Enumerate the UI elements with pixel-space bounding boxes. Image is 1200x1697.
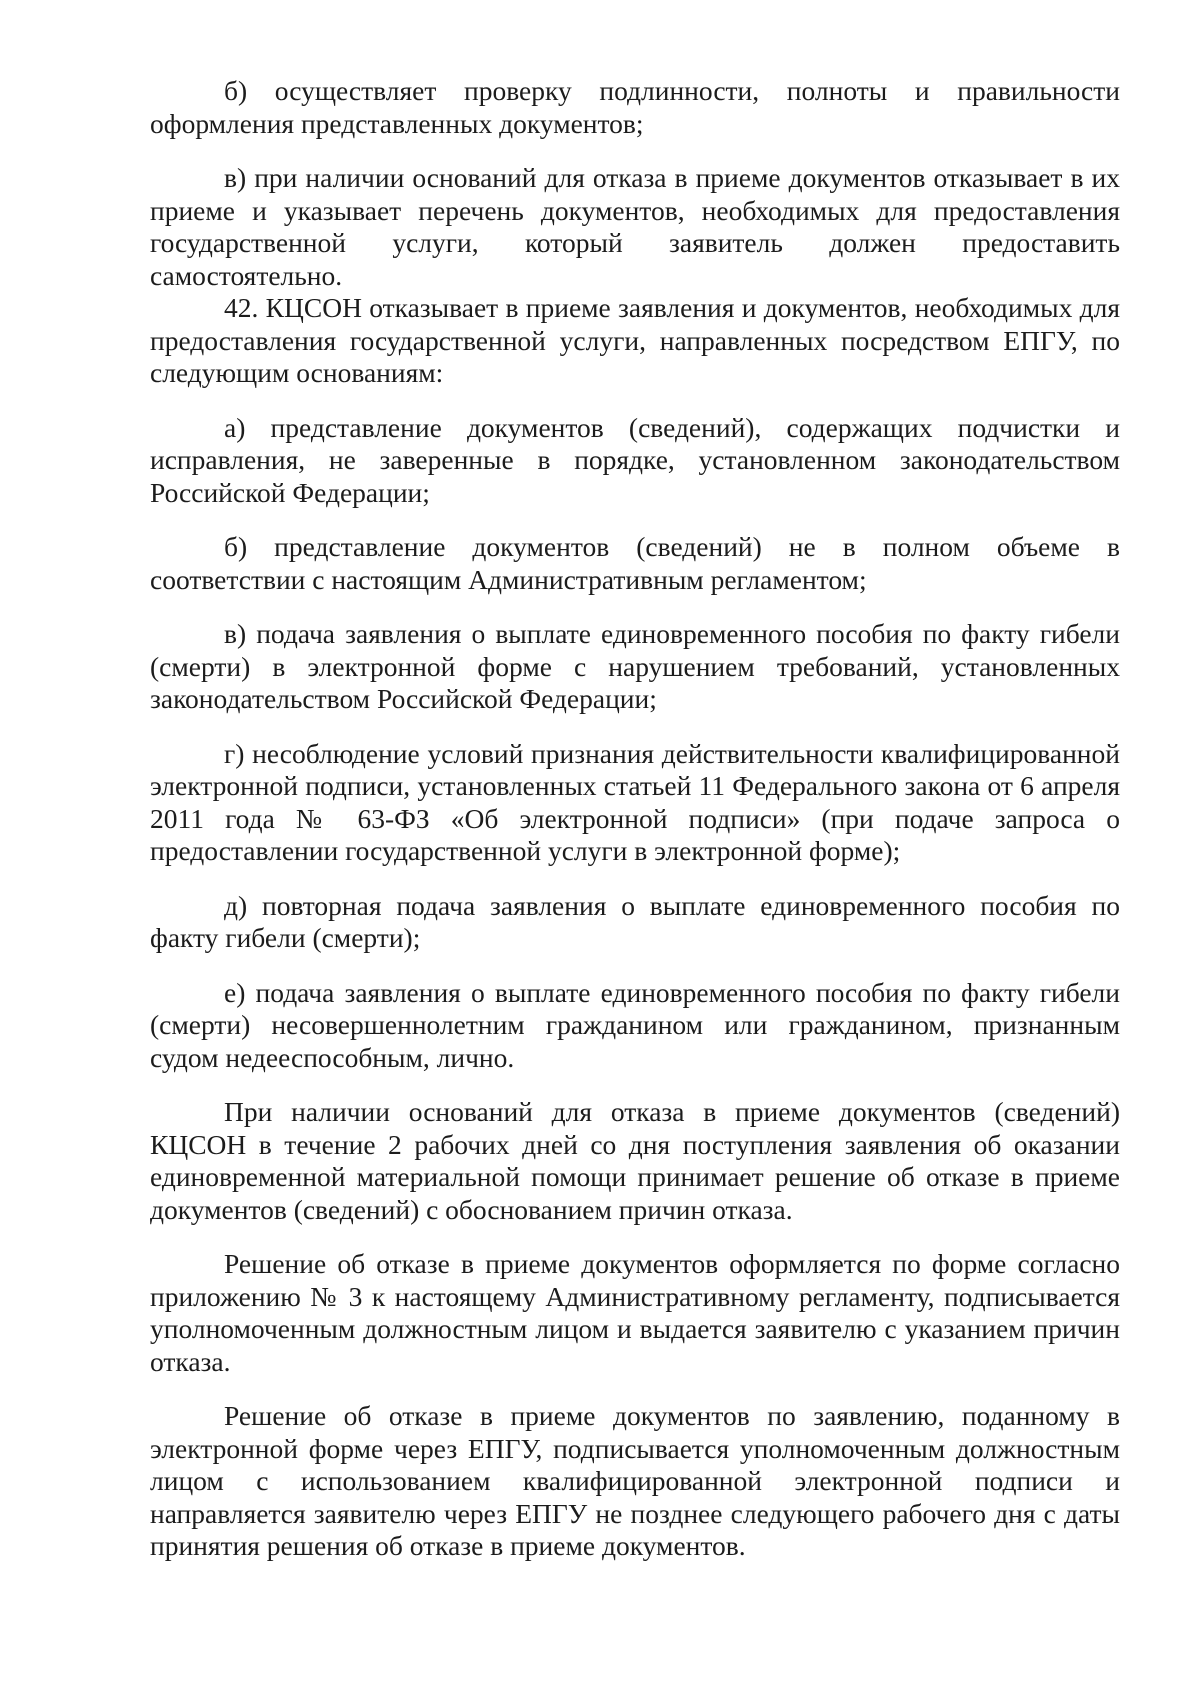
paragraph-reason-b: б) представление документов (сведений) не в полном объеме в соответствии с настоящим Административным регламентом; (150, 531, 1120, 595)
paragraph-refusal-form: Решение об отказе в приеме документов оформляется по форме согласно приложению № 3 к настоящему Административному регламенту, подписывается уполномоченным должностным лицом и выдается заявителю с указанием причин отказа. (150, 1248, 1120, 1377)
document-body (150, 75, 1120, 1563)
paragraph-reason-d: д) повторная подача заявления о выплате единовременного пособия по факту гибели (смерти); (150, 889, 1120, 953)
paragraph-reason-g: г) несоблюдение условий признания действительности квалифицированной электронной подписи, установленных статьей 11 Федерального закона от 6 апреля 2011 года № 63-ФЗ «Об электронной подписи» (при подаче запроса о предоставлении государственной услуги в электронной форме); (150, 737, 1120, 866)
paragraph-reason-e: е) подача заявления о выплате единовременного пособия по факту гибели (смерти) несовершеннолетним гражданином или гражданином, признанным судом недееспособным, лично. (150, 976, 1120, 1073)
paragraph-reason-v: в) подача заявления о выплате единовременного пособия по факту гибели (смерти) в электронной форме с нарушением требований, установленных законодательством Российской Федерации; (150, 618, 1120, 714)
paragraph-reason-a: а) представление документов (сведений), содержащих подчистки и исправления, не заверенные в порядке, установленном законодательством Российской Федерации; (150, 411, 1120, 508)
paragraph-check-documents: б) осуществляет проверку подлинности, полноты и правильности оформления представленных документов; (150, 75, 1120, 139)
paragraph-item-42: 42. КЦСОН отказывает в приеме заявления и документов, необходимых для предоставления государственной услуги, направленных посредством ЕПГУ, по следующим основаниям: (150, 292, 1120, 388)
paragraph-refusal-decision-term: При наличии оснований для отказа в приеме документов (сведений) КЦСОН в течение 2 рабочих дней со дня поступления заявления об оказании единовременной материальной помощи принимает решение об отказе в приеме документов (сведений) с обоснованием причин отказа. (150, 1096, 1120, 1225)
paragraph-electronic-refusal: Решение об отказе в приеме документов по заявлению, поданному в электронной форме через ЕПГУ, подписывается уполномоченным должностным лицом с использованием квалифицированной электронной подписи и направляется заявителю через ЕПГУ не позднее следующего рабочего дня с даты принятия решения об отказе в приеме документов. (150, 1400, 1120, 1561)
paragraph-refuse-reception: в) при наличии оснований для отказа в приеме документов отказывает в их приеме и указывает перечень документов, необходимых для предоставления государственной услуги, который заявитель должен предоставить самостоятельно. (150, 162, 1120, 291)
